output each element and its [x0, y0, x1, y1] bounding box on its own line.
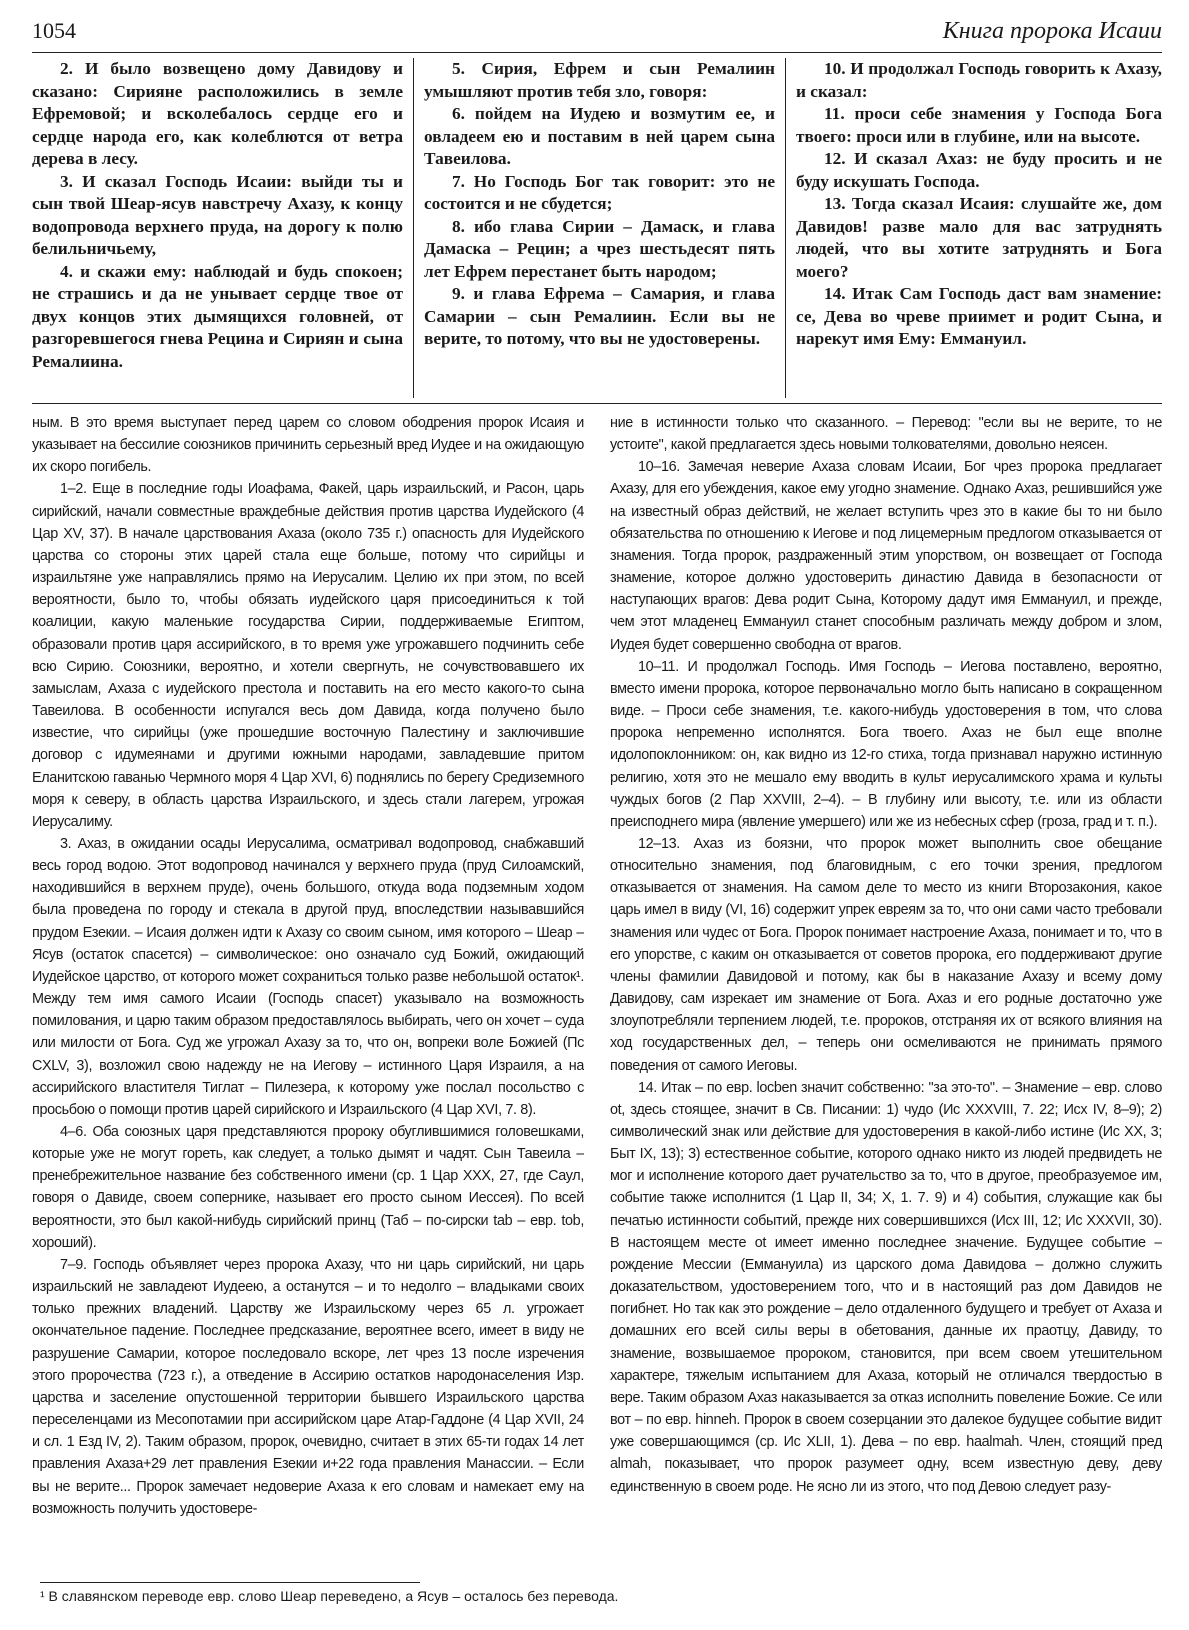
- running-title: Книга пророка Исаии: [942, 18, 1162, 44]
- commentary-paragraph: 1–2. Еще в последние годы Иоафама, Факей, царь израильский, и Расон, царь сирийский, начали совместные враждебные действия против царства Иудейского (4 Цар XV, 37). В начале царствования Ахаза (около 735 г.) опасность для Иудейского царства со стороны этих царей стала еще больше, потому что сирийцы и израильтяне уже направлялись прямо на Иерусалим. Целию их при этом, по всей вероятности, было то, чтобы обязать иудейского царя присоединиться к той коалиции, какую маленькие государства Сирии, поддерживаемые Египтом, образовали против царя ассирийского, в то время уже угрожавшего подчинить себе всю Сирию. Союзники, вероятно, и хотели свергнуть, не сочувствовавшего их замыслам, Ахаза с иудейского престола и поставить на его место какого-то сына Тавеилова. В особенности испугался весь дом Давида, когда получено было известие, что сирийцы (уже прошедшие восточную Палестину и заключившие договор с идумеянами и другими южными народами, завладевшие притом Еланитскою гаванью Чермного моря 4 Цар XVI, 6) поднялись по берегу Средиземного моря к северу, в область царства Израильского, и здесь стали лагерем, угрожая Иерусалиму.: [32, 481, 584, 830]
- commentary-paragraph: 14. Итак – по евр. locben значит собственно: "за это-то". – Знамение – евр. слово ot, здесь стоящее, значит в Св. Писании: 1) чудо (Ис XXXVIII, 7. 22; Исх IV, 8–9); 2) символический знак или действие для удостоверения в какой-либо истине (Ис XX, 3; Быт IX, 13); 3) естественное событие, которого однако никто из людей предвидеть не мог и исполнение которого дает ручательство за то, что в другое, преобразуемое им, событие также исполнится (1 Цар II, 34; X, 1. 7. 9) и 4) события, служащие как бы печатью истинности событий, прежде них совершившихся (Исх III, 12; Ис XXXVII, 30). В настоящем месте ot имеет именно последнее значение. Будущее событие – рождение Мессии (Еммануила) из царского дома Давидова – должно служить доказательством, удостоверением того, что и в настоящий раз дом Давидов не погибнет. Но так как это рождение – дело отдаленного будущего и требует от Ахаза и домашних его всей силы веры в обетования, данные их праотцу, Давиду, то знамение, возвышаемое пророком, становится, при всем своем утешительном характере, тяжелым испытанием для Ахаза, который не отличался твердостью в вере. Таким образом Ахаз наказывается за отказ исполнить повеление Божие. Се или вот – по евр. hinneh. Пророк в своем созерцании это далекое будущее событие видит уже совершающимся (ср. Ис XLII, 1). Дева – по евр. haalmah. Член, стоящий пред almah, показывает, что пророк разумеет одну, всем известную деву, деву единственную в своем роде. Не ясно ли из этого, что под Девою следует разу-: [610, 1079, 1162, 1495]
- verse-9: 9. и глава Ефрема – Самария, и глава Самарии – сын Ремалиин. Если вы не верите, то потому, что вы не удостоверены.: [424, 284, 775, 348]
- verse-12: 12. И сказал Ахаз: не буду просить и не буду искушать Господа.: [796, 149, 1162, 191]
- commentary-paragraph: 4–6. Оба союзных царя представляются пророку обуглившимися головешками, которые уже не могут гореть, как следует, а только дымят и чадят. Сын Тавеила – пренебрежительное название без собственного имени (ср. 1 Цар XXX, 27, где Саул, говоря о Давиде, своем сопернике, называет его просто сыном Иессея). По всей вероятности, это был какой-нибудь сирийский принц (Таб – по-сирски tab – евр. tob, хороший).: [32, 1124, 584, 1251]
- verse-4: 4. и скажи ему: наблюдай и будь спокоен; не страшись и да не унывает сердце твое от двух концов этих дымящихся головней, от разгоревшегося гнева Рецина и Сириян и сына Ремалиина.: [32, 261, 403, 371]
- verse-2: 2. И было возвещено дому Давидову и сказано: Сирияне расположились в земле Ефремовой; и всколебалось сердце его и сердце народа его, как колеблются от ветра дерева в лесу.: [32, 59, 403, 168]
- commentary-paragraph: ным. В это время выступает перед царем со словом ободрения пророк Исаия и указывает на бессилие союзников причинить серьезный вред Иудее и на ожидающую их скоро погибель.: [32, 415, 584, 476]
- verse-10: 10. И продолжал Господь говорить к Ахазу, и сказал:: [796, 59, 1162, 101]
- scripture-column-2: [414, 58, 786, 398]
- scripture-column-1: [32, 58, 414, 398]
- page-number: 1054: [32, 18, 76, 43]
- verse-7: 7. Но Господь Бог так говорит: это не состоится и не сбудется;: [424, 171, 775, 213]
- commentary-text: [32, 412, 1162, 1574]
- commentary-paragraph: 12–13. Ахаз из боязни, что пророк может выполнить свое обещание относительно знамения, под благовидным, с его точки зрения, предлогом отказывается от знамения. На самом деле то место из книги Второзакония, какое царь имел в виду (VI, 16) содержит упрек евреям за то, что они сами часто требовали знамения или чудес от Бога. Пророк понимает настроение Ахаза, понимает и то, что в его упорстве, с каким он отказывается от советов пророка, его поддерживают другие члены фамилии Давидовой и потому, как бы в наказание Ахазу и всему дому Давидову, сам изрекает им знамение от Бога. Ахаз и его родные достаточно уже злоупотребляли терпением людей, т.е. пророков, отстраняя их от всякого влияния на ход государственных дел, – теперь они осмеливаются не принимать прямого поведения от самого Иеговы.: [610, 835, 1162, 1074]
- verse-3: 3. И сказал Господь Исаии: выйди ты и сын твой Шеар-ясув навстречу Ахазу, к концу водопровода верхнего пруда, на дорогу к полю белильничьему,: [32, 171, 403, 258]
- verse-13: 13. Тогда сказал Исаия: слушайте же, дом Давидов! разве мало для вас затруднять людей, что вы хотите затруднять и Бога моего?: [796, 194, 1162, 281]
- verse-5: 5. Сирия, Ефрем и сын Ремалиин умышляют против тебя зло, говоря:: [424, 59, 775, 101]
- commentary-column-left: [32, 412, 584, 1574]
- commentary-paragraph: 10–11. И продолжал Господь. Имя Господь – Иегова поставлено, вероятно, вместо имени пророка, которое первоначально могло быть написано в сокращенном виде. – Проси себе знамения, т.е. какого-нибудь удостоверения в том, что слова пророка непременно исполнятся. Бога твоего. Ахаз не был еще вполне идолопоклонником: он, как видно из 12-го стиха, тогда признавал наружно истинную религию, хотя это не мешало ему вводить в культ иерусалимского храма и культы чуждых богов (2 Пар XXVIII, 2–4). – В глубину или высоту, т.е. или из области преисподнего мира (явление умершего) или же из небесных сфер (гроза, град и т. п.).: [610, 658, 1162, 830]
- verse-6: 6. пойдем на Иудею и возмутим ее, и овладеем ею и поставим в ней царем сына Тавеилова.: [424, 104, 775, 168]
- scripture-column-3: [786, 58, 1162, 398]
- commentary-paragraph: 3. Ахаз, в ожидании осады Иерусалима, осматривал водопровод, снабжавший весь город водою. Этот водопровод начинался у верхнего пруда (пруд Силоамский, находившийся в верхнем пруде), очень большого, откуда вода подземным ходом была проведена по городу и стекала в другой пруд, впоследствии называвшийся прудом Езекии. – Исаия должен идти к Ахазу со своим сыном, имя которого – Шеар – Ясув (остаток спасется) – символическое: оно означало суд Божий, ожидающий Иудейское царство, от которого может сохраниться только разве небольшой остаток¹. Между тем имя самого Исаии (Господь спасет) указывало на возможность помилования, и царю таким образом предоставлялось выбирать, чего он хочет – суда или милости от Бога. Суд же угрожал Ахазу за то, что он, вопреки воле Божией (Пс CXLV, 3), возложил свою надежду не на Иегову – истинного Царя Израиля, а на ассирийского властителя Тиглат – Пилезера, к которому уже послал посольство с просьбою о помощи против царей сирийского и Израильского (4 Цар XVI, 7. 8).: [32, 835, 584, 1118]
- header-rule: [32, 52, 1162, 53]
- section-divider: [32, 403, 1162, 404]
- verse-11: 11. проси себе знамения у Господа Бога твоего: проси или в глубине, или на высоте.: [796, 104, 1162, 146]
- verse-8: 8. ибо глава Сирии – Дамаск, и глава Дамаска – Рецин; а чрез шестьдесят пять лет Ефрем перестанет быть народом;: [424, 216, 775, 281]
- commentary-column-right: [610, 412, 1162, 1574]
- commentary-paragraph: 7–9. Господь объявляет через пророка Ахазу, что ни царь сирийский, ни царь израильский не завладеют Иудеею, а останутся – и то недолго – владыками своих только прежних владений. Царству же Израильскому через 65 л. угрожает окончательное падение. Последнее предсказание, вероятнее всего, имеет в виду не разрушение Самарии, которое последовало вскоре, лет чрез 13 после изречения этого пророчества (723 г.), а отведение в Ассирию остатков народонаселения Изр. царства и заселение опустошенной территории бывшего Израильского царства переселенцами из Месопотамии при ассирийском царе Атар-Гаддоне (4 Цар XVII, 24 и сл. 1 Езд IV, 2). Таким образом, пророк, очевидно, считает в этих 65-ти годах 14 лет правления Ахаза+29 лет правления Езекии и+22 года правления Манассии. – Если вы не верите... Пророк замечает недоверие Ахаза к его словам и намекает ему на возможность получить удостовере-: [32, 1256, 584, 1517]
- verse-14: 14. Итак Сам Господь даст вам знамение: се, Дева во чреве приимет и родит Сына, и нарекут имя Ему: Еммануил.: [796, 284, 1162, 348]
- footnote-rule: [40, 1582, 420, 1583]
- page-header: [32, 18, 1162, 50]
- commentary-paragraph: 10–16. Замечая неверие Ахаза словам Исаии, Бог чрез пророка предлагает Ахазу, для его убеждения, какое ему угодно знамение. Однако Ахаз, решившийся уже на известный образ действий, не желает вступить чрез это в какие бы то ни было обязательства по отношению к Иегове и под лицемерным предлогом отказывается от знамения. Тогда пророк, раздраженный этим упорством, он возвещает от Господа знамение, которое должно удостоверить династию Давида в безопасности от наступающих врагов: Дева родит Сына, Которому дадут имя Еммануил, и прежде, чем этот младенец Еммануил станет способным различать между добром и злом, Иудея будет совершенно свободна от врагов.: [610, 459, 1162, 653]
- scripture-text: [32, 58, 1162, 398]
- commentary-paragraph: ние в истинности только что сказанного. – Перевод: "если вы не верите, то не устоите", какой предлагается здесь новыми толкователями, довольно неясен.: [610, 415, 1162, 454]
- footnote: ¹ В славянском переводе евр. слово Шеар переведено, а Ясув – осталось без перевода.: [40, 1588, 619, 1604]
